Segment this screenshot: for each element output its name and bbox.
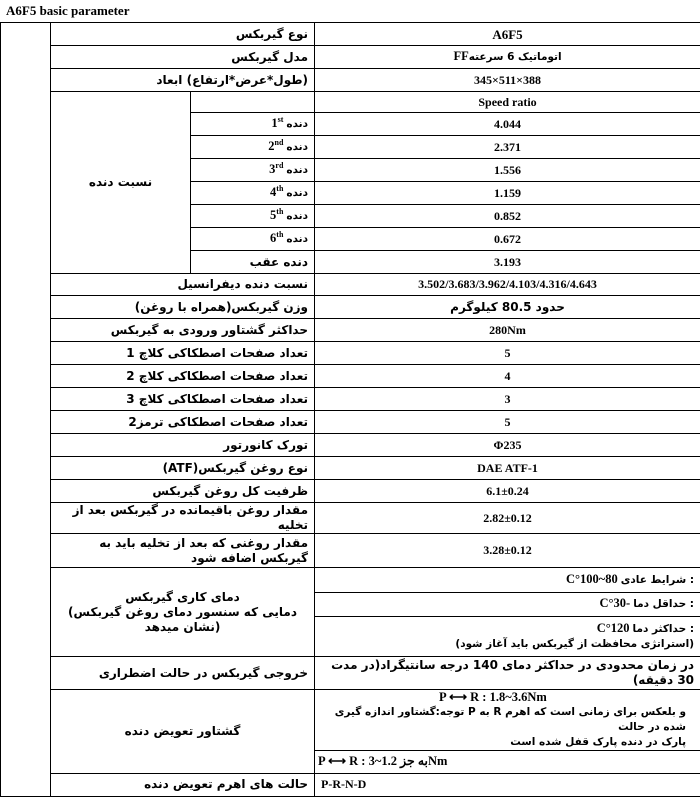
label-clutch-2: تعداد صفحات اصطکاکی کلاچ 2 (51, 365, 315, 388)
gear-ratio-blank-cell (191, 92, 315, 113)
row-refill-oil (1, 534, 700, 568)
temp-min-row: : حداقل دما -30°C (315, 592, 700, 616)
left-blank-column (1, 23, 51, 797)
shift-torque-subtable (315, 690, 700, 773)
label-gear-6: دنده 6th (191, 228, 315, 251)
label-gear-ratio: نسبت دنده (51, 92, 191, 274)
label-gear-1: دنده 1st (191, 113, 315, 136)
label-gearbox-model: مدل گیربکس (51, 46, 315, 69)
label-clutch-3: تعداد صفحات اصطکاکی کلاچ 3 (51, 388, 315, 411)
shift-other-row: P ⟷ R : به جز 1.2~3Nm (315, 751, 700, 773)
row-diff-ratio (1, 274, 700, 296)
value-brake-2: 5 (315, 411, 700, 434)
row-oil-type (1, 457, 700, 480)
label-clutch-1: تعداد صفحات اصطکاکی کلاچ 1 (51, 342, 315, 365)
row-gearbox-type (1, 23, 700, 46)
value-shift-positions: P-R-N-D (315, 773, 700, 796)
speed-ratio-header: Speed ratio (315, 92, 700, 113)
row-operating-temp (1, 568, 700, 657)
value-gearbox-model (315, 46, 700, 69)
temp-normal-row: : شرایط عادی 80~100°C (315, 568, 700, 592)
temp-subtable (315, 568, 700, 656)
value-gear-5: 0.852 (315, 205, 700, 228)
row-brake-2 (1, 411, 700, 434)
label-refill-oil: مقدار روغنی که بعد از تخلیه باید به گیربکس اضافه شود (51, 534, 315, 568)
row-residual-oil (1, 503, 700, 534)
model-persian: اتوماتیک 6 سرعته (469, 51, 562, 63)
value-gear-1: 4.044 (315, 113, 700, 136)
label-gearbox-type: نوع گیربکس (51, 23, 315, 46)
label-residual-oil: مقدار روغن باقیمانده در گیربکس بعد از تخلیه (51, 503, 315, 534)
temp-max-row: : حداکثر دما 120°C (استراتژی محافظت از گیربکس باید آغاز شود) (315, 616, 700, 656)
label-gear-2: دنده 2nd (191, 136, 315, 159)
value-emergency: در زمان محدودی در حداکثر دمای 140 درجه سانتیگراد(در مدت 30 دقیقه) (315, 657, 700, 690)
value-gear-4: 1.159 (315, 182, 700, 205)
row-shift-positions (1, 773, 700, 796)
label-gear-4: دنده 4th (191, 182, 315, 205)
parameter-table (0, 22, 700, 797)
value-operating-temp (315, 568, 700, 657)
row-weight (1, 296, 700, 319)
value-torque-converter: Φ235 (315, 434, 700, 457)
value-clutch-2: 4 (315, 365, 700, 388)
label-dimensions: (طول*عرض*ارتفاع) ابعاد (51, 69, 315, 92)
label-max-torque: حداکثر گشتاور ورودی به گیربکس (51, 319, 315, 342)
value-clutch-1: 5 (315, 342, 700, 365)
model-latin: FF (453, 49, 468, 63)
value-gear-2: 2.371 (315, 136, 700, 159)
row-oil-capacity (1, 480, 700, 503)
page-header (0, 0, 700, 22)
label-diff-ratio: نسبت دنده دیفرانسیل (51, 274, 315, 296)
label-oil-capacity: ظرفیت کل روغن گیربکس (51, 480, 315, 503)
row-dimensions (1, 69, 700, 92)
value-gear-6: 0.672 (315, 228, 700, 251)
value-refill-oil: 3.28±0.12 (315, 534, 700, 568)
label-reverse-gear: دنده عقب (191, 251, 315, 274)
row-emergency (1, 657, 700, 690)
value-oil-type: DAE ATF-1 (315, 457, 700, 480)
label-brake-2: تعداد صفحات اصطکاکی ترمز2 (51, 411, 315, 434)
row-clutch-1 (1, 342, 700, 365)
value-dimensions: 345×511×388 (315, 69, 700, 92)
row-clutch-3 (1, 388, 700, 411)
label-gear-5: دنده 5th (191, 205, 315, 228)
row-clutch-2 (1, 365, 700, 388)
row-max-torque (1, 319, 700, 342)
row-shift-torque (1, 690, 700, 774)
value-clutch-3: 3 (315, 388, 700, 411)
shift-pr-row: P ⟷ R : 1.8~3.6Nm و بلعکس برای زمانی است که اهرم R به P توجه:گشتاور اندازه گیری شده در حالت پارک در دنده پارک قفل شده است (315, 690, 700, 751)
label-gear-3: دنده 3rd (191, 159, 315, 182)
label-torque-converter: تورک کانورتور (51, 434, 315, 457)
value-reverse-gear: 3.193 (315, 251, 700, 274)
label-shift-torque: گشتاور تعویض دنده (51, 690, 315, 774)
value-gearbox-type: A6F5 (315, 23, 700, 46)
value-gear-3: 1.556 (315, 159, 700, 182)
label-oil-type: نوع روغن گیربکس(ATF) (51, 457, 315, 480)
value-max-torque: 280Nm (315, 319, 700, 342)
label-weight: وزن گیربکس(همراه با روغن) (51, 296, 315, 319)
label-operating-temp: دمای کاری گیربکس (دمایی که سنسور دمای روغن گیربکس نشان میدهد) (51, 568, 315, 657)
row-torque-converter (1, 434, 700, 457)
row-gearbox-model (1, 46, 700, 69)
value-weight: حدود 80.5 کیلوگرم (315, 296, 700, 319)
label-emergency: خروجی گیربکس در حالت اضطراری (51, 657, 315, 690)
value-oil-capacity: 6.1±0.24 (315, 480, 700, 503)
value-shift-torque (315, 690, 700, 774)
value-residual-oil: 2.82±0.12 (315, 503, 700, 534)
row-speed-ratio-header (1, 92, 700, 113)
page-title: A6F5 basic parameter (6, 3, 129, 19)
label-shift-positions: حالت های اهرم تعویض دنده (51, 773, 315, 796)
value-diff-ratio: 3.502/3.683/3.962/4.103/4.316/4.643 (315, 274, 700, 296)
